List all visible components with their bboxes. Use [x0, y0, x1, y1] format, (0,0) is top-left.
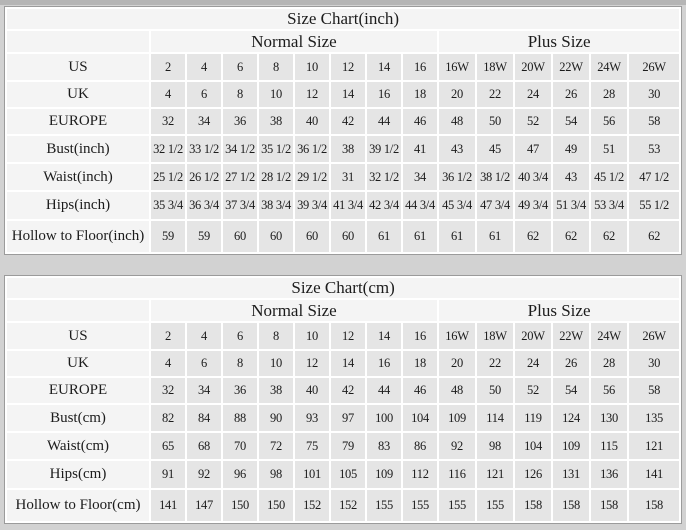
size-cell: 35 3/4 [151, 192, 185, 219]
size-cell: 121 [629, 433, 679, 459]
size-cell: 38 [259, 378, 293, 403]
size-cell: 25 1/2 [151, 164, 185, 190]
size-cell: 109 [367, 461, 401, 488]
size-table [4, 275, 682, 524]
size-cell: 158 [515, 490, 551, 521]
size-cell: 105 [331, 461, 365, 488]
size-cell: 49 [553, 136, 589, 162]
size-cell: 53 3/4 [591, 192, 627, 219]
size-cell: 45 [477, 136, 513, 162]
size-cell: 100 [367, 405, 401, 431]
size-cell: 33 1/2 [187, 136, 221, 162]
size-cell: 16W [439, 323, 475, 349]
size-cell: 47 3/4 [477, 192, 513, 219]
plus-size-header: Plus Size [439, 300, 679, 321]
size-cell: 6 [223, 323, 257, 349]
size-chart-cm-table [4, 275, 682, 524]
table-row [7, 405, 679, 431]
table-row [7, 54, 679, 80]
corner-cell [7, 300, 149, 321]
row-label: US [7, 54, 149, 80]
size-cell: 29 1/2 [295, 164, 329, 190]
size-cell: 116 [439, 461, 475, 488]
size-cell: 83 [367, 433, 401, 459]
size-cell: 56 [591, 109, 627, 134]
size-cell: 60 [259, 221, 293, 252]
size-cell: 16 [403, 323, 437, 349]
size-cell: 40 [295, 109, 329, 134]
size-cell: 10 [259, 82, 293, 107]
size-cell: 16W [439, 54, 475, 80]
size-cell: 109 [553, 433, 589, 459]
size-cell: 16 [367, 351, 401, 376]
size-cell: 32 1/2 [367, 164, 401, 190]
size-cell: 54 [553, 378, 589, 403]
size-cell: 62 [515, 221, 551, 252]
size-cell: 10 [259, 351, 293, 376]
size-cell: 6 [187, 351, 221, 376]
size-cell: 88 [223, 405, 257, 431]
size-cell: 38 3/4 [259, 192, 293, 219]
size-cell: 41 3/4 [331, 192, 365, 219]
size-cell: 52 [515, 109, 551, 134]
size-cell: 43 [439, 136, 475, 162]
size-cell: 20W [515, 323, 551, 349]
size-cell: 53 [629, 136, 679, 162]
size-cell: 114 [477, 405, 513, 431]
size-cell: 72 [259, 433, 293, 459]
size-chart-page [0, 5, 686, 524]
size-cell: 42 [331, 378, 365, 403]
size-cell: 92 [439, 433, 475, 459]
size-cell: 10 [295, 54, 329, 80]
size-cell: 75 [295, 433, 329, 459]
size-cell: 60 [295, 221, 329, 252]
size-cell: 34 1/2 [223, 136, 257, 162]
size-cell: 32 1/2 [151, 136, 185, 162]
size-cell: 22W [553, 323, 589, 349]
size-cell: 30 [629, 82, 679, 107]
size-cell: 22 [477, 351, 513, 376]
size-cell: 109 [439, 405, 475, 431]
size-cell: 158 [553, 490, 589, 521]
size-cell: 91 [151, 461, 185, 488]
table-row [7, 351, 679, 376]
size-cell: 20 [439, 351, 475, 376]
size-cell: 38 [259, 109, 293, 134]
size-cell: 2 [151, 323, 185, 349]
size-cell: 32 [151, 109, 185, 134]
size-cell: 22W [553, 54, 589, 80]
size-cell: 36 1/2 [295, 136, 329, 162]
size-cell: 51 3/4 [553, 192, 589, 219]
row-label: UK [7, 351, 149, 376]
size-cell: 4 [187, 54, 221, 80]
size-cell: 22 [477, 82, 513, 107]
size-cell: 90 [259, 405, 293, 431]
size-cell: 150 [223, 490, 257, 521]
size-cell: 44 3/4 [403, 192, 437, 219]
size-cell: 36 [223, 378, 257, 403]
row-label: Bust(inch) [7, 136, 149, 162]
size-cell: 27 1/2 [223, 164, 257, 190]
table-row [7, 164, 679, 190]
size-cell: 150 [259, 490, 293, 521]
size-cell: 36 3/4 [187, 192, 221, 219]
size-cell: 44 [367, 378, 401, 403]
size-cell: 26 [553, 351, 589, 376]
size-cell: 130 [591, 405, 627, 431]
size-cell: 24W [591, 323, 627, 349]
size-cell: 28 [591, 82, 627, 107]
size-cell: 98 [477, 433, 513, 459]
row-label: Waist(cm) [7, 433, 149, 459]
normal-size-header: Normal Size [151, 31, 437, 52]
size-cell: 155 [403, 490, 437, 521]
size-cell: 26 [553, 82, 589, 107]
size-cell: 8 [259, 323, 293, 349]
size-cell: 97 [331, 405, 365, 431]
size-cell: 12 [331, 54, 365, 80]
size-cell: 52 [515, 378, 551, 403]
size-cell: 158 [591, 490, 627, 521]
size-cell: 28 1/2 [259, 164, 293, 190]
size-cell: 8 [259, 54, 293, 80]
size-cell: 6 [223, 54, 257, 80]
size-cell: 141 [151, 490, 185, 521]
size-cell: 92 [187, 461, 221, 488]
size-cell: 147 [187, 490, 221, 521]
size-cell: 38 1/2 [477, 164, 513, 190]
size-cell: 4 [151, 82, 185, 107]
size-cell: 61 [403, 221, 437, 252]
size-cell: 68 [187, 433, 221, 459]
table-row [7, 378, 679, 403]
table-row [7, 461, 679, 488]
size-cell: 82 [151, 405, 185, 431]
size-cell: 14 [331, 351, 365, 376]
size-cell: 60 [223, 221, 257, 252]
size-cell: 16 [403, 54, 437, 80]
size-cell: 55 1/2 [629, 192, 679, 219]
size-cell: 54 [553, 109, 589, 134]
size-cell: 50 [477, 378, 513, 403]
size-cell: 31 [331, 164, 365, 190]
size-cell: 45 3/4 [439, 192, 475, 219]
group-header-row [7, 300, 679, 321]
size-cell: 131 [553, 461, 589, 488]
size-cell: 152 [295, 490, 329, 521]
table-row [7, 323, 679, 349]
table-row [7, 192, 679, 219]
size-cell: 96 [223, 461, 257, 488]
size-cell: 112 [403, 461, 437, 488]
size-cell: 12 [331, 323, 365, 349]
size-cell: 49 3/4 [515, 192, 551, 219]
size-cell: 42 [331, 109, 365, 134]
size-cell: 51 [591, 136, 627, 162]
size-cell: 155 [477, 490, 513, 521]
size-cell: 39 1/2 [367, 136, 401, 162]
table-row [7, 109, 679, 134]
size-cell: 152 [331, 490, 365, 521]
normal-size-header: Normal Size [151, 300, 437, 321]
size-cell: 98 [259, 461, 293, 488]
size-cell: 34 [187, 109, 221, 134]
row-label: US [7, 323, 149, 349]
group-header-row [7, 31, 679, 52]
table-row [7, 221, 679, 252]
size-cell: 16 [367, 82, 401, 107]
size-cell: 36 [223, 109, 257, 134]
size-cell: 41 [403, 136, 437, 162]
title-row [7, 9, 679, 29]
size-cell: 8 [223, 82, 257, 107]
size-cell: 48 [439, 109, 475, 134]
table-row [7, 490, 679, 521]
row-label: Hips(inch) [7, 192, 149, 219]
row-label: Bust(cm) [7, 405, 149, 431]
row-label: EUROPE [7, 378, 149, 403]
size-cell: 12 [295, 82, 329, 107]
table-row [7, 136, 679, 162]
size-chart-inch-table [4, 6, 682, 255]
size-cell: 12 [295, 351, 329, 376]
size-cell: 135 [629, 405, 679, 431]
size-cell: 141 [629, 461, 679, 488]
size-cell: 42 3/4 [367, 192, 401, 219]
title-row [7, 278, 679, 298]
size-cell: 84 [187, 405, 221, 431]
size-cell: 59 [187, 221, 221, 252]
size-cell: 45 1/2 [591, 164, 627, 190]
table-row [7, 82, 679, 107]
size-cell: 6 [187, 82, 221, 107]
table-title: Size Chart(cm) [7, 278, 679, 298]
size-cell: 26W [629, 54, 679, 80]
size-cell: 158 [629, 490, 679, 521]
size-cell: 26W [629, 323, 679, 349]
size-cell: 60 [331, 221, 365, 252]
table-title: Size Chart(inch) [7, 9, 679, 29]
size-cell: 48 [439, 378, 475, 403]
size-cell: 62 [591, 221, 627, 252]
size-cell: 43 [553, 164, 589, 190]
size-cell: 35 1/2 [259, 136, 293, 162]
size-cell: 32 [151, 378, 185, 403]
size-cell: 14 [367, 54, 401, 80]
size-cell: 20W [515, 54, 551, 80]
size-cell: 24W [591, 54, 627, 80]
row-label: Hollow to Floor(inch) [7, 221, 149, 252]
size-cell: 121 [477, 461, 513, 488]
size-cell: 62 [553, 221, 589, 252]
size-cell: 8 [223, 351, 257, 376]
size-cell: 37 3/4 [223, 192, 257, 219]
size-cell: 47 [515, 136, 551, 162]
size-cell: 59 [151, 221, 185, 252]
size-cell: 28 [591, 351, 627, 376]
size-cell: 65 [151, 433, 185, 459]
size-cell: 155 [367, 490, 401, 521]
size-cell: 58 [629, 109, 679, 134]
size-cell: 38 [331, 136, 365, 162]
size-cell: 14 [367, 323, 401, 349]
size-cell: 30 [629, 351, 679, 376]
size-cell: 61 [367, 221, 401, 252]
size-cell: 47 1/2 [629, 164, 679, 190]
row-label: EUROPE [7, 109, 149, 134]
row-label: Hollow to Floor(cm) [7, 490, 149, 521]
size-cell: 40 3/4 [515, 164, 551, 190]
size-cell: 61 [477, 221, 513, 252]
size-cell: 10 [295, 323, 329, 349]
size-cell: 24 [515, 351, 551, 376]
size-cell: 4 [187, 323, 221, 349]
size-cell: 34 [187, 378, 221, 403]
size-cell: 18W [477, 54, 513, 80]
row-label: Hips(cm) [7, 461, 149, 488]
size-cell: 14 [331, 82, 365, 107]
size-cell: 4 [151, 351, 185, 376]
size-cell: 86 [403, 433, 437, 459]
size-cell: 34 [403, 164, 437, 190]
size-cell: 46 [403, 109, 437, 134]
size-cell: 40 [295, 378, 329, 403]
size-cell: 36 1/2 [439, 164, 475, 190]
row-label: Waist(inch) [7, 164, 149, 190]
size-cell: 26 1/2 [187, 164, 221, 190]
plus-size-header: Plus Size [439, 31, 679, 52]
size-cell: 104 [515, 433, 551, 459]
size-cell: 115 [591, 433, 627, 459]
size-cell: 136 [591, 461, 627, 488]
size-cell: 104 [403, 405, 437, 431]
size-cell: 2 [151, 54, 185, 80]
size-cell: 126 [515, 461, 551, 488]
size-cell: 18 [403, 351, 437, 376]
size-cell: 20 [439, 82, 475, 107]
size-cell: 18W [477, 323, 513, 349]
size-cell: 70 [223, 433, 257, 459]
size-cell: 50 [477, 109, 513, 134]
size-cell: 46 [403, 378, 437, 403]
size-cell: 155 [439, 490, 475, 521]
size-cell: 101 [295, 461, 329, 488]
size-cell: 39 3/4 [295, 192, 329, 219]
size-cell: 119 [515, 405, 551, 431]
size-cell: 61 [439, 221, 475, 252]
size-cell: 56 [591, 378, 627, 403]
size-cell: 93 [295, 405, 329, 431]
size-cell: 58 [629, 378, 679, 403]
size-cell: 44 [367, 109, 401, 134]
corner-cell [7, 31, 149, 52]
size-cell: 79 [331, 433, 365, 459]
size-cell: 124 [553, 405, 589, 431]
size-cell: 18 [403, 82, 437, 107]
size-table [4, 6, 682, 255]
table-row [7, 433, 679, 459]
size-cell: 62 [629, 221, 679, 252]
size-cell: 24 [515, 82, 551, 107]
row-label: UK [7, 82, 149, 107]
